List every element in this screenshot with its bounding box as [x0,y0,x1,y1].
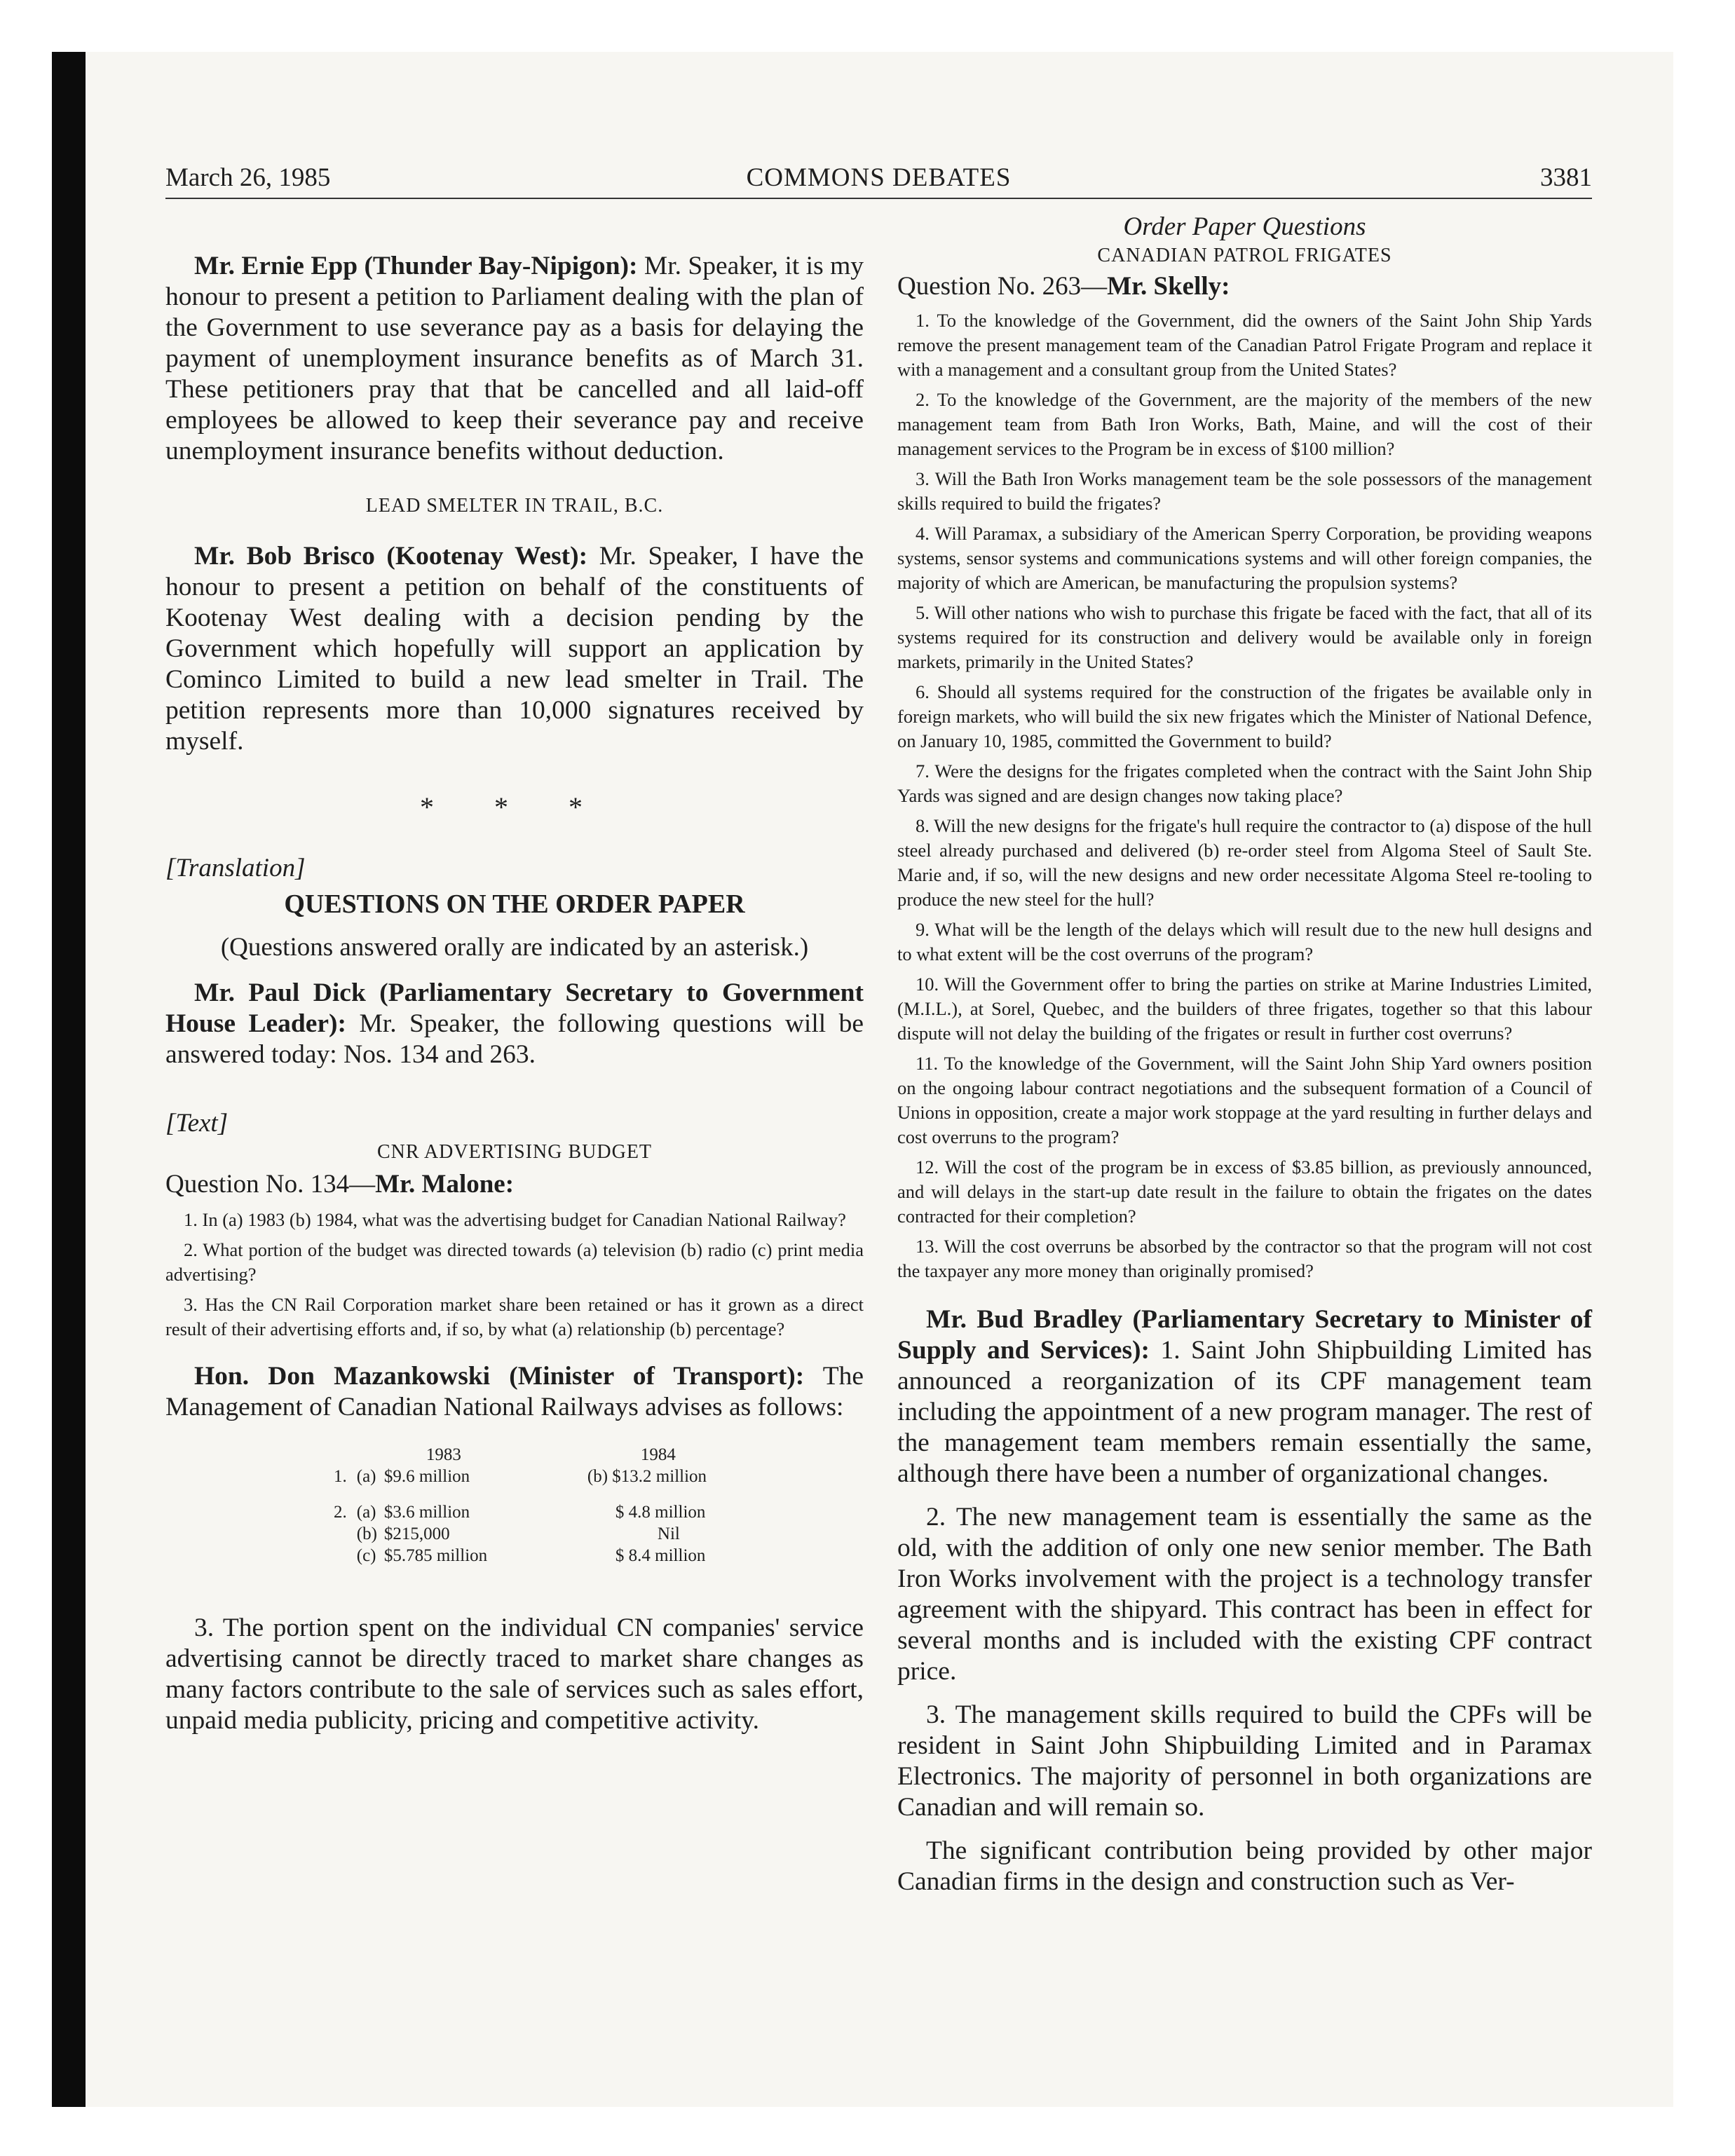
row-num [334,1545,357,1567]
q263-item: 7. Were the designs for the frigates completed when the contract with the Saint John Ship Yards was signed and are design changes now taking place? [897,760,1592,806]
header-rule [165,198,1592,199]
value-1984: $ 4.8 million [615,1503,706,1522]
row-num [334,1523,357,1545]
row-part: (a) [356,1467,376,1486]
q263-item: 9. What will be the length of the delays which will result due to the new hull designs and to what extent will be the cost overruns of the program? [897,919,1592,964]
table-row [334,1545,805,1567]
q263-item: 13. Will the cost overruns be absorbed by the contractor so that the program will not cost the taxpayer any more money than originally promised? [897,1236,1592,1281]
dick-text: Mr. Speaker, the following questions will be answered today: Nos. 134 and 263. [165,1009,864,1069]
row-num: 2. [334,1503,347,1522]
brisco-petition [165,541,864,757]
q263-item: 5. Will other nations who wish to purchase this frigate be faced with the fact, that all of its systems required for its construction and delivery would be available only in foreign markets, primarily in the United States? [897,602,1592,672]
table-header-row [334,1444,805,1466]
q134-member: Mr. Malone: [375,1170,515,1199]
value-1983: $3.6 million [383,1503,470,1522]
row-part: (b) [356,1524,377,1543]
question-263-title [897,271,1592,301]
q263-item: 3. Will the Bath Iron Works management team be the sole possessors of the management skills required to build the frigates? [897,468,1592,514]
advertising-budget-table [334,1444,805,1567]
section-stars: * * * [420,791,609,823]
header-date: March 26, 1985 [165,163,331,192]
questions-note: (Questions answered orally are indicated by an asterisk.) [220,933,809,962]
q134-item: 3. Has the CN Rail Corporation market share been retained or has it grown as a direct result of their advertising efforts and, if so, by what (a) relationship (b) percentage? [165,1294,864,1339]
bradley-answer-paragraph: 3. The management skills required to build the CPFs will be resident in Saint John Shipbuilding Limited and in Paramax Electronics. The majority of personnel in both organizations are Canadian and will remain so. [897,1700,1592,1822]
q263-item: 8. Will the new designs for the frigate's hull require the contractor to (a) dispose of the hull steel already purchased and delivered (b) re-order steel from Algoma Steel of Sault Ste. Marie and, if so, will the new designs and new order necessitate Algoma Steel re-tooling to produce the new steel for the hull? [897,815,1592,910]
translation-label: [Translation] [165,854,306,882]
col-1983: 1983 [426,1445,461,1464]
value-1984: Nil [657,1524,680,1543]
q263-item: 2. To the knowledge of the Government, are the majority of the members of the new management team from Bath Iron Works, Bath, Maine, and will the cost of their management services to the Program be in excess of $100 million? [897,389,1592,459]
table-row [334,1501,805,1523]
value-1984: $ 8.4 million [615,1546,706,1565]
value-1983: $9.6 million [383,1467,470,1486]
answer-3-cn: 3. The portion spent on the individual CN companies' service advertising cannot be directly traced to market share changes as many factors contribute to the sale of services such as sales effort, unpaid media publicity, pricing and competitive activity. [165,1613,864,1735]
value-1983: $215,000 [383,1524,450,1543]
speaker-mazankowski: Hon. Don Mazankowski (Minister of Transport): [194,1362,805,1391]
bradley-text: 1. Saint John Shipbuilding Limited has announced a reorganization of its CPF management team including the appointment of a new program manager. The rest of the management team members remain essentially the same, although there have been a number of organizational changes. [897,1336,1592,1488]
q263-item: 4. Will Paramax, a subsidiary of the American Sperry Corporation, be providing weapons systems, sensor systems and communications systems and will other foreign companies, the majority of which are American, be manufacturing the propulsion systems? [897,523,1592,593]
brisco-text: Mr. Speaker, I have the honour to present a petition on behalf of the constituents of Kootenay West dealing with a decision pending by the Government which hopefully will support an application by Cominco Limited to build a new lead smelter in Trail. The petition represents more than 10,000 signatures received by myself. [165,542,864,756]
q263-item: 10. Will the Government offer to bring the parties on strike at Marine Industries Limited, (M.I.L.), at Sorel, Quebec, and the builders of three frigates, together so that this labour dispute will not delay the building of the frigates or result in further cost overruns? [897,974,1592,1044]
bradley-answer-paragraph: 2. The new management team is essentially the same as the old, with the addition of only one new senior member. The Bath Iron Works involvement with the project is a technology transfer agreement with the shipyard. This contract has been in effect for several months and is included with the existing CPF contract price. [897,1503,1592,1686]
scan-edge-shadow [52,52,86,2107]
row-num: 1. [334,1467,347,1486]
header-page-number: 3381 [1540,163,1592,192]
value-1983: $5.785 million [383,1546,488,1565]
maz-text: The Management of Canadian National Railways advises as follows: [165,1362,864,1421]
speaker-epp: Mr. Ernie Epp (Thunder Bay-Nipigon): [194,252,638,280]
order-paper-heading: Order Paper Questions [1123,212,1366,241]
text-label: [Text] [165,1109,229,1138]
q134-prefix: Question No. 134— [165,1170,376,1199]
page-header [165,160,1592,196]
value-1984: (b) $13.2 million [587,1467,707,1486]
q263-member: Mr. Skelly: [1107,272,1230,301]
q134-item: 1. In (a) 1983 (b) 1984, what was the advertising budget for Canadian National Railway? [184,1209,846,1230]
table-row [334,1466,805,1487]
lead-smelter-heading: LEAD SMELTER IN TRAIL, B.C. [365,495,664,517]
col-1984: 1984 [640,1445,676,1464]
bradley-answer [897,1304,1592,1489]
q263-prefix: Question No. 263— [897,272,1108,301]
frigates-heading: CANADIAN PATROL FRIGATES [1097,245,1392,266]
row-part: (c) [356,1546,376,1565]
question-134-title [165,1169,864,1199]
cnr-heading: CNR ADVERTISING BUDGET [376,1141,653,1163]
q263-item: 11. To the knowledge of the Government, will the Saint John Ship Yard owners position on the ongoing labour contract negotiations and the subsequent formation of a Council of Unions in opposition, create a major work stoppage at the yard resulting in further delays and cost overruns to the program? [897,1053,1592,1147]
mazankowski-answer [165,1361,864,1423]
speaker-bradley: Mr. Bud Bradley (Parliamentary Secretary to Minister of Supply and Services): [897,1305,1592,1365]
row-part: (a) [356,1503,376,1522]
table-row [334,1523,805,1545]
questions-heading: QUESTIONS ON THE ORDER PAPER [284,889,745,919]
q263-item: 1. To the knowledge of the Government, did the owners of the Saint John Ship Yards remove the present management team of the Canadian Patrol Frigate Program and replace it with a management and a consultant group from the United States? [897,310,1592,380]
bradley-answer-paragraph: The significant contribution being provided by other major Canadian firms in the design and construction such as Ver- [897,1836,1592,1896]
q263-item: 6. Should all systems required for the construction of the frigates be available only in foreign markets, who will build the six new frigates which the Minister of National Defence, on January 10, 1985, committed the Government to build? [897,681,1592,751]
speaker-dick: Mr. Paul Dick (Parliamentary Secretary to Government House Leader): [165,978,864,1038]
q134-item: 2. What portion of the budget was directed towards (a) television (b) radio (c) print media advertising? [165,1239,864,1285]
header-title: COMMONS DEBATES [746,163,1012,192]
dick-statement [165,978,864,1070]
q263-item: 12. Will the cost of the program be in excess of $3.85 billion, as previously announced, and will delays in the start-up date result in the failure to obtain the frigates on the dates contracted for their completion? [897,1157,1592,1227]
epp-text: Mr. Speaker, it is my honour to present a petition to Parliament dealing with the plan of the Government to use severance pay as a basis for delaying the payment of unemployment insurance benefits as of March 31. These petitioners pray that that be cancelled and all laid-off employees be allowed to keep their severance pay and receive unemployment insurance benefits without deduction. [165,252,864,465]
left-column [165,212,864,1736]
epp-petition [165,251,864,467]
right-column [897,212,1592,1897]
speaker-brisco: Mr. Bob Brisco (Kootenay West): [194,542,588,571]
